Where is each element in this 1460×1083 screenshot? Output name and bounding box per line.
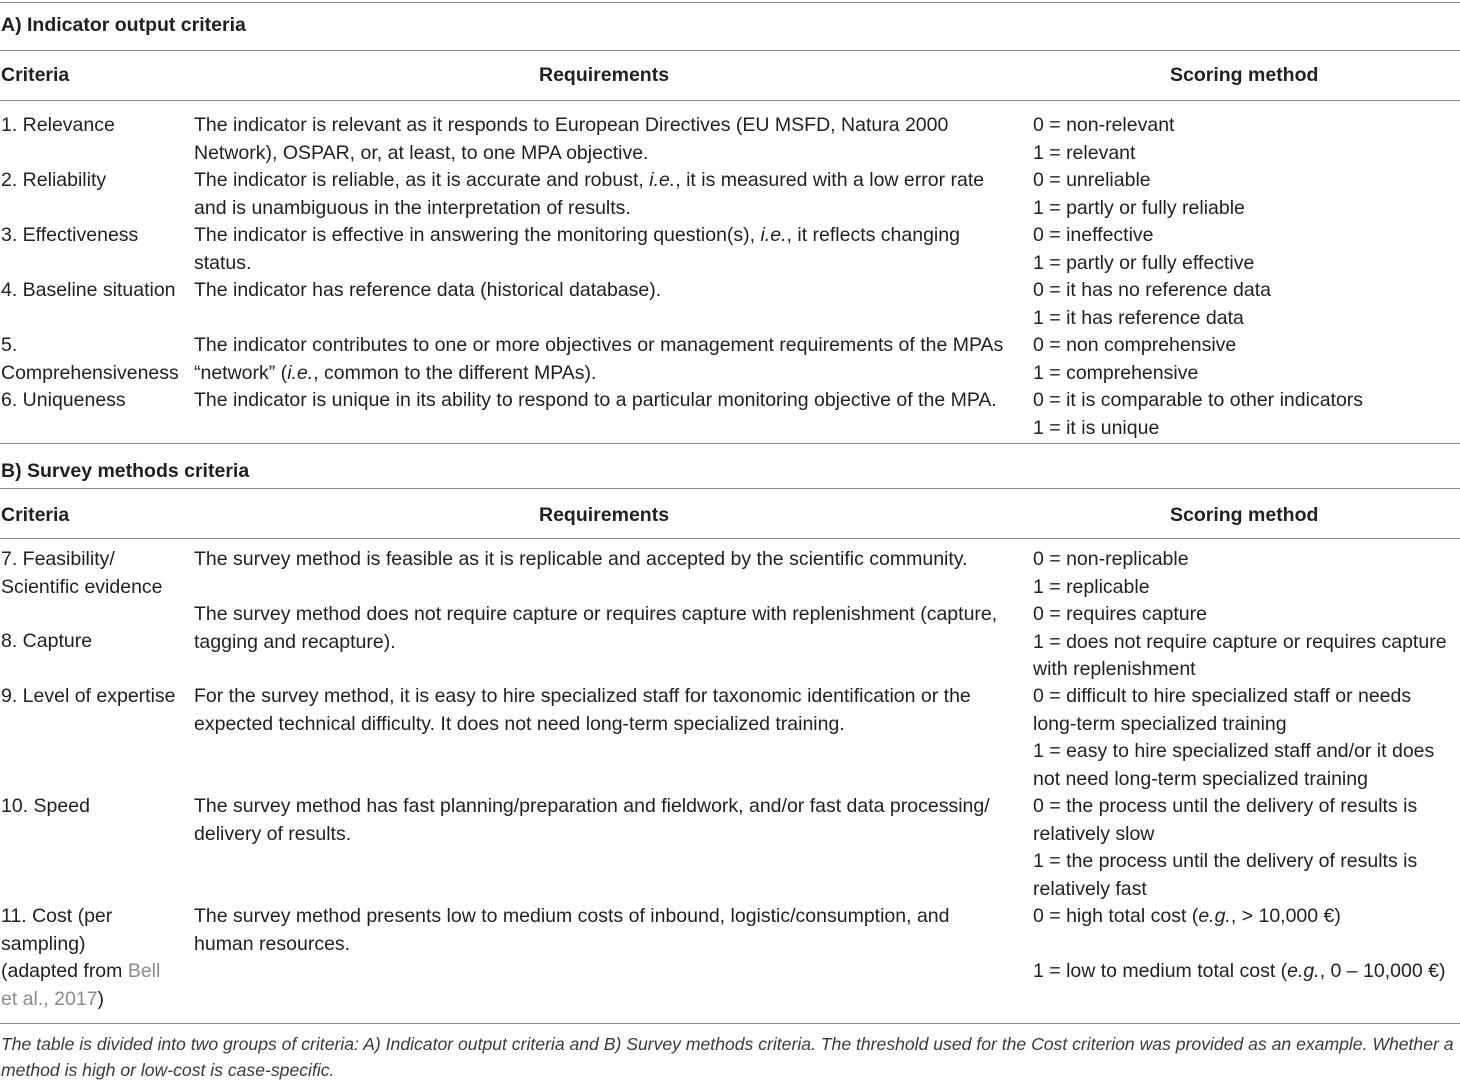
- scoring-reliability: 0 = unreliable 1 = partly or fully reliable: [1033, 169, 1245, 219]
- criteria-baseline: 4. Baseline situation: [1, 279, 176, 301]
- rule-b-title: [0, 488, 1460, 489]
- citation-link-bell-year[interactable]: et al., 2017: [1, 987, 98, 1010]
- section-a-title: A) Indicator output criteria: [1, 14, 246, 36]
- requirement-speed: The survey method has fast planning/preparation and fieldwork, and/or fast data processing/ delivery of results.: [194, 795, 990, 845]
- header-scoring-b: Scoring method: [1170, 504, 1319, 526]
- requirement-cost: The survey method presents low to medium costs of inbound, logistic/consumption, and human resources.: [194, 905, 950, 955]
- scoring-expertise: 0 = difficult to hire specialized staff or needs long-term specialized training 1 = easy to hire specialized staff and/or it does not need long-term specialized training: [1033, 685, 1435, 790]
- criteria-speed: 10. Speed: [1, 795, 90, 817]
- header-requirements-a: Requirements: [539, 64, 670, 86]
- criteria-cost: 11. Cost (per sampling) (adapted from Bell et al., 2017): [1, 905, 161, 1010]
- requirement-relevance: The indicator is relevant as it responds to European Directives (EU MSFD, Natura 2000 Network), OSPAR, or, at least, to one MPA objective.: [194, 114, 949, 164]
- scoring-speed: 0 = the process until the delivery of results is relatively slow 1 = the process until the delivery of results is relatively fast: [1033, 795, 1418, 900]
- header-scoring-a: Scoring method: [1170, 64, 1319, 86]
- criteria-expertise: 9. Level of expertise: [1, 685, 176, 707]
- scoring-effectiveness: 0 = ineffective 1 = partly or fully effective: [1033, 224, 1255, 274]
- rule-a-header: [0, 100, 1460, 101]
- criteria-uniqueness: 6. Uniqueness: [1, 389, 126, 411]
- requirement-effectiveness: The indicator is effective in answering the monitoring question(s), i.e., it reflects changing status.: [194, 224, 960, 274]
- scoring-baseline: 0 = it has no reference data 1 = it has reference data: [1033, 279, 1271, 329]
- rule-a-title: [0, 50, 1460, 51]
- criteria-reliability: 2. Reliability: [1, 169, 107, 191]
- requirement-uniqueness: The indicator is unique in its ability to respond to a particular monitoring objective of the MPA.: [194, 389, 997, 411]
- header-criteria-a: Criteria: [1, 64, 70, 86]
- scoring-relevance: 0 = non-relevant 1 = relevant: [1033, 114, 1175, 164]
- criteria-feasibility: 7. Feasibility/ Scientific evidence: [1, 548, 163, 598]
- requirement-feasibility: The survey method is feasible as it is replicable and accepted by the scientific community.: [194, 548, 968, 570]
- scoring-feasibility: 0 = non-replicable 1 = replicable: [1033, 548, 1189, 598]
- requirement-baseline: The indicator has reference data (historical database).: [194, 279, 662, 301]
- rule-b-end: [0, 1023, 1460, 1024]
- requirement-capture: The survey method does not require capture or requires capture with replenishment (capture, tagging and recapture).: [194, 603, 998, 653]
- scoring-cost: 0 = high total cost (e.g., > 10,000 €) 1 = low to medium total cost (e.g., 0 – 10,000 €): [1033, 905, 1446, 982]
- scoring-uniqueness: 0 = it is comparable to other indicators 1 = it is unique: [1033, 389, 1364, 439]
- requirement-expertise: For the survey method, it is easy to hire specialized staff for taxonomic identification or the expected technical difficulty. It does not need long-term specialized training.: [194, 685, 971, 735]
- rule-top: [0, 2, 1460, 3]
- header-criteria-b: Criteria: [1, 504, 70, 526]
- rule-b-header: [0, 538, 1460, 539]
- table-footnote: The table is divided into two groups of criteria: A) Indicator output criteria and B) Survey methods criteria. The threshold used for the Cost criterion was provided as an example. Whether a method is high or low-cost is case-specific.: [1, 1034, 1454, 1080]
- scoring-comprehensiveness: 0 = non comprehensive 1 = comprehensive: [1033, 334, 1237, 384]
- header-requirements-b: Requirements: [539, 504, 670, 526]
- requirement-reliability: The indicator is reliable, as it is accurate and robust, i.e., it is measured with a low error rate and is unambiguous in the interpretation of results.: [194, 169, 985, 219]
- rule-a-end: [0, 443, 1460, 444]
- criteria-capture: 8. Capture: [1, 630, 93, 652]
- criteria-effectiveness: 3. Effectiveness: [1, 224, 139, 246]
- requirement-comprehensiveness: The indicator contributes to one or more objectives or management requirements of the MPAs “network” (i.e., common to the different MPAs).: [194, 334, 1004, 384]
- criteria-comprehensiveness: 5. Comprehensiveness: [1, 334, 179, 384]
- section-b-title: B) Survey methods criteria: [1, 460, 250, 482]
- scoring-capture: 0 = requires capture 1 = does not require capture or requires capture with replenishment: [1033, 603, 1447, 680]
- citation-link-bell[interactable]: Bell: [127, 960, 161, 982]
- criteria-relevance: 1. Relevance: [1, 114, 115, 136]
